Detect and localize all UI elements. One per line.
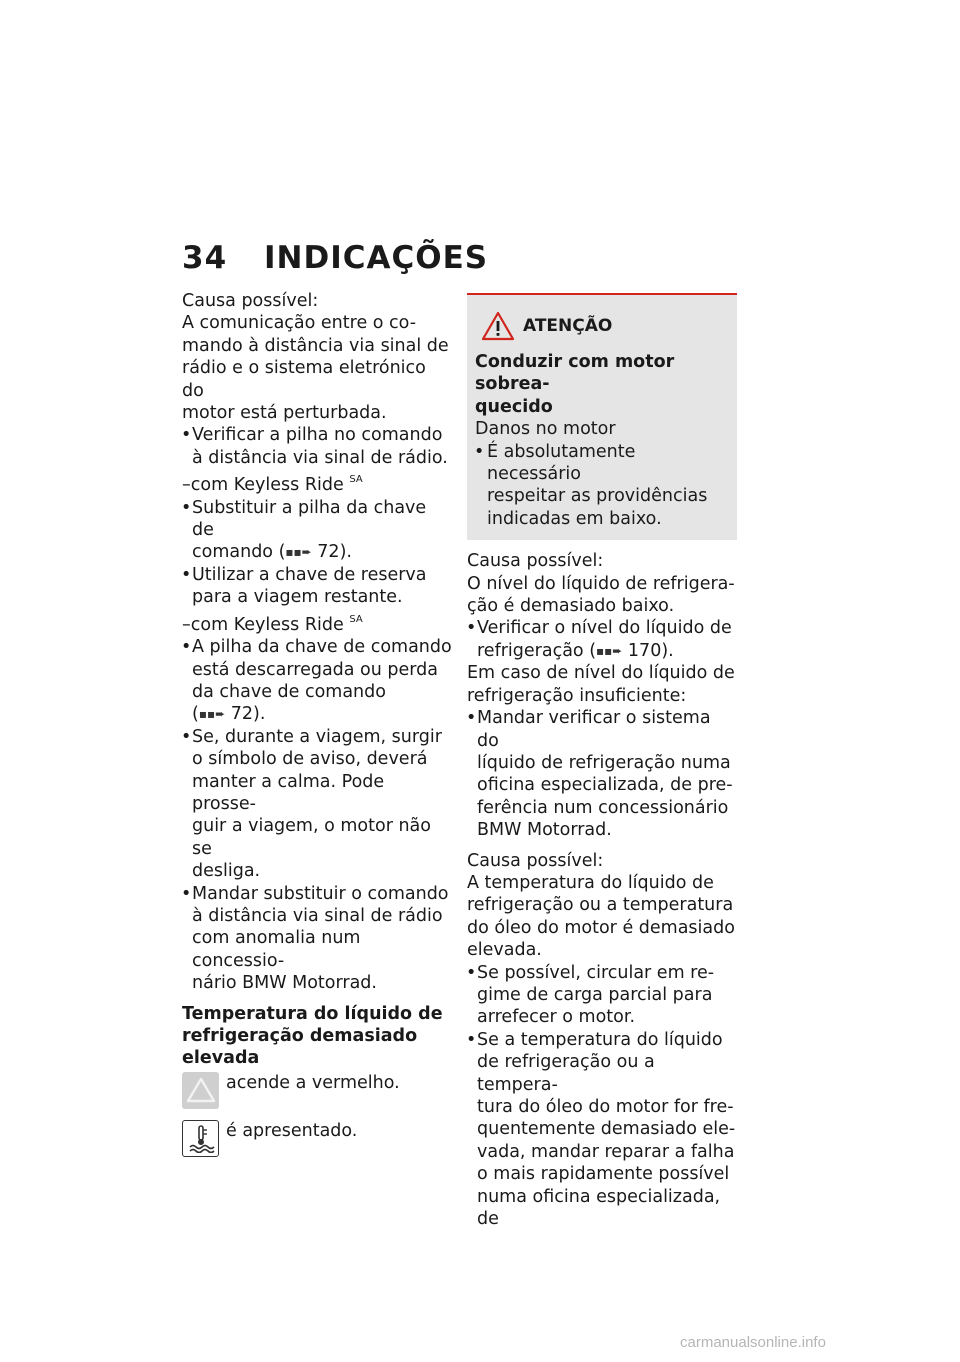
page-number: 34 xyxy=(182,240,228,276)
attention-text: Danos no motor xyxy=(475,419,616,440)
cause-line: rádio e o sistema eletrónico do xyxy=(182,358,426,401)
cause-line: do óleo do motor é demasiado xyxy=(467,917,735,938)
list-item: • Substituir a pilha da chave de comando (▪▪➨ 72). xyxy=(182,497,452,564)
coolant-temperature-icon xyxy=(182,1120,219,1157)
page-title: INDICAÇÕES xyxy=(264,240,489,276)
watermark: carmanualsonline.info xyxy=(680,1334,826,1351)
cause-label: Causa possível: xyxy=(467,850,604,871)
indicator-text: acende a vermelho. xyxy=(226,1072,400,1093)
page-reference-arrow-icon: ▪▪➨ xyxy=(285,545,312,560)
warning-indicator-row xyxy=(182,1072,452,1114)
list-item: • A pilha da chave de comando está descarregada ou perda da chave de comando (▪▪➨ 72). xyxy=(182,636,452,726)
cause-label: Causa possível: xyxy=(467,551,604,572)
condition-line: refrigeração insuficiente: xyxy=(467,685,687,706)
warning-triangle-icon xyxy=(182,1072,219,1109)
cause-line: A temperatura do líquido de xyxy=(467,872,714,893)
left-column xyxy=(182,290,452,1162)
page-header xyxy=(182,240,488,276)
attention-bullet: • É absolutamente necessário respeitar as providências indicadas em baixo. xyxy=(475,441,729,531)
cause-line: refrigeração ou a temperatura xyxy=(467,895,734,916)
list-item: • Utilizar a chave de reserva para a viagem restante. xyxy=(182,564,452,609)
list-item: • Se possível, circular em re- gime de carga parcial para arrefecer o motor. xyxy=(467,962,737,1029)
list-item: • Se a temperatura do líquido de refrigeração ou a tempera- tura do óleo do motor for fre- quentemente demasiado ele- vada, mandar reparar a falha o mais rapidamente possível numa oficina especializada, de xyxy=(467,1029,737,1231)
attention-heading: Conduzir com motor sobrea- quecido xyxy=(475,352,675,417)
keyless-ride-condition: –com Keyless Ride $^{SA}$ xyxy=(182,474,363,496)
cause-line: ção é demasiado baixo. xyxy=(467,596,675,617)
section-heading: Temperatura do líquido de refrigeração demasiado elevada xyxy=(182,1003,443,1069)
keyless-ride-condition: –com Keyless Ride $^{SA}$ xyxy=(182,613,363,635)
indicator-text: é apresentado. xyxy=(226,1120,358,1141)
page-reference-arrow-icon: ▪▪➨ xyxy=(198,707,226,722)
list-item: • Mandar verificar o sistema do líquido de refrigeração numa oficina especializada, de pre- ferência num concessionário BMW Motorrad. xyxy=(467,707,737,841)
cause-label: Causa possível: xyxy=(182,291,319,311)
right-column xyxy=(467,293,737,1230)
condition-line: Em caso de nível do líquido de xyxy=(467,663,735,684)
cause-line: A comunicação entre o co- xyxy=(182,313,417,334)
sa-marker: SA xyxy=(349,474,363,486)
cause-line: motor está perturbada. xyxy=(182,403,387,424)
cause-line: elevada. xyxy=(467,940,542,961)
coolant-indicator-row xyxy=(182,1120,452,1162)
cause-line: O nível do líquido de refrigera- xyxy=(467,573,735,594)
list-item: • Verificar a pilha no comando à distância via sinal de rádio. xyxy=(182,424,452,469)
page-reference-arrow-icon: ▪▪➨ xyxy=(596,643,623,658)
cause-line: mando à distância via sinal de xyxy=(182,335,449,356)
list-item: • Mandar substituir o comando à distância via sinal de rádio com anomalia num concessio- nário BMW Motorrad. xyxy=(182,883,452,995)
list-item: • Se, durante a viagem, surgir o símbolo de aviso, deverá manter a calma. Pode prosse- guir a viagem, o motor não se desliga. xyxy=(182,726,452,883)
attention-box xyxy=(467,293,737,540)
attention-triangle-icon xyxy=(481,311,515,341)
sa-marker: SA xyxy=(349,613,363,625)
list-item: • Verificar o nível do líquido de refrigeração (▪▪➨ 170). xyxy=(467,617,737,662)
attention-title: ATENÇÃO xyxy=(523,315,613,336)
